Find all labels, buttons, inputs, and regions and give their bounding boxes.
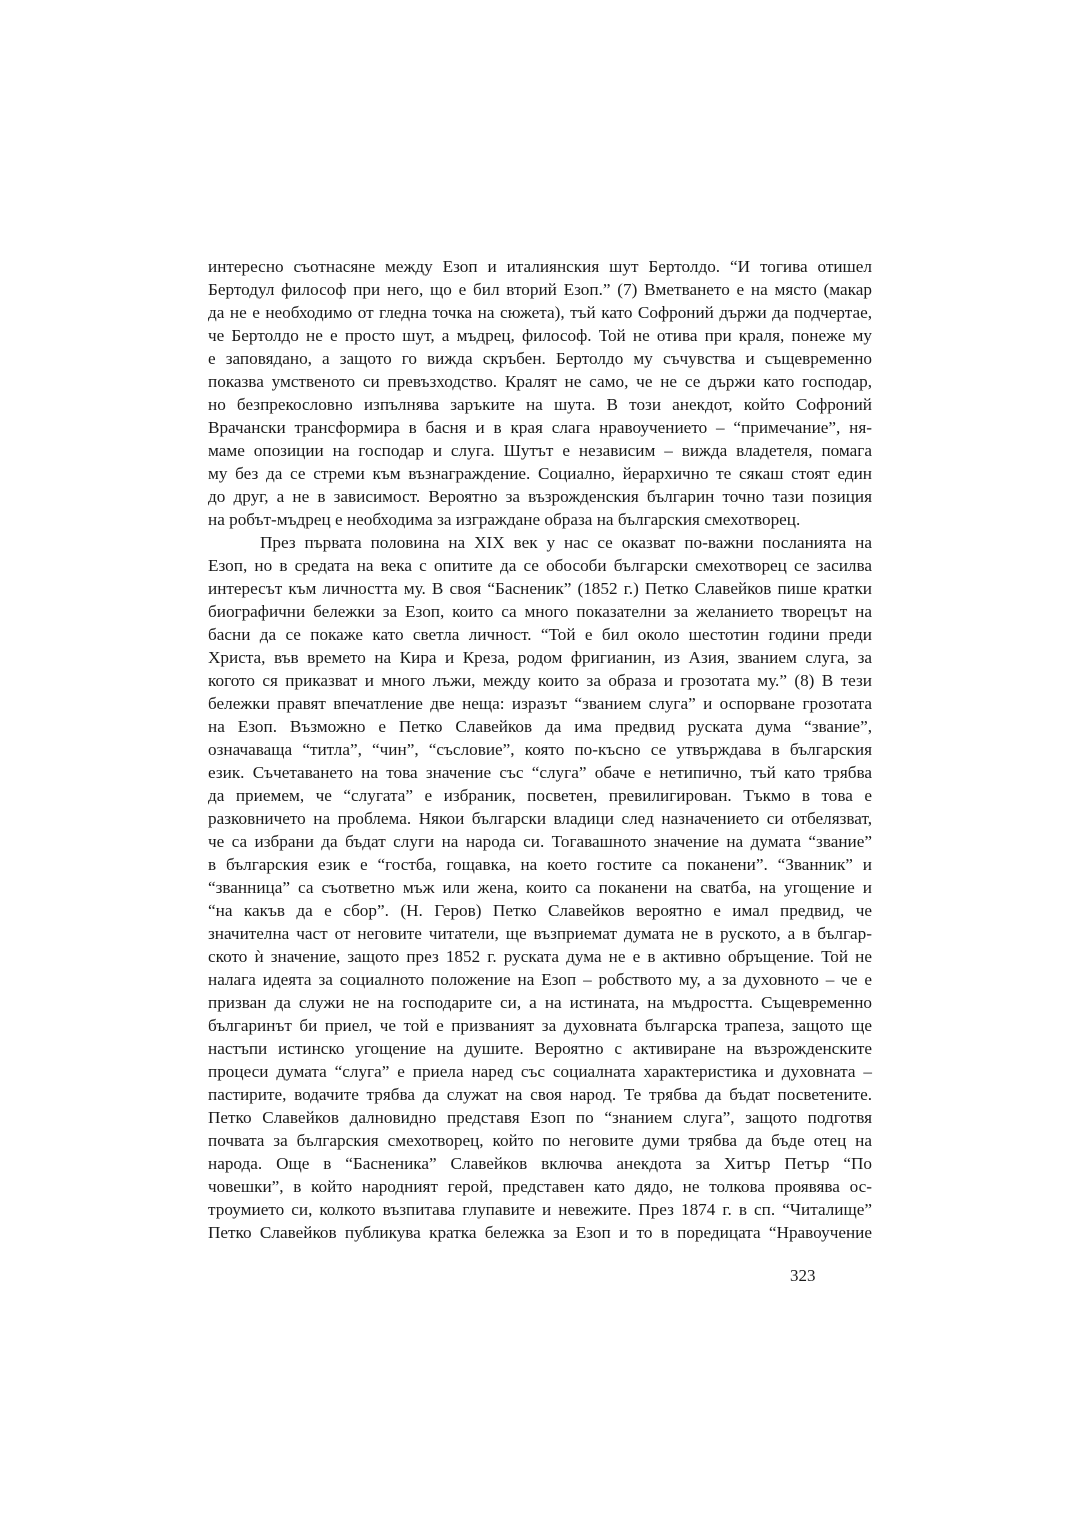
text-line: Бертодул философ при него, що е бил вторий Езоп.” (7) Вметването е на място (макар: [208, 280, 872, 299]
text-line: разковничето на проблема. Някои български владици след назначението си отбелязват,: [208, 809, 872, 828]
body-text: [208, 255, 872, 1244]
text-line: че са избрани да бъдат слуги на народа си. Тогавашното значение на думата “звание”: [208, 832, 872, 851]
text-line: троумието си, колкото възпитава глупавите и невежите. През 1874 г. в сп. “Читалище”: [208, 1200, 872, 1219]
text-line: призван да служи не на господарите си, а на истината, на мъдростта. Същевременно: [208, 993, 872, 1012]
text-line: пастирите, водачите трябва да служат на своя народ. Те трябва да бъдат посветените.: [208, 1085, 872, 1104]
text-line: е заповядано, а защото го вижда скръбен. Бертолдо му съчувства и същевременно: [208, 349, 872, 368]
text-line: интересно съотнасяне между Езоп и италиянския шут Бертолдо. “И тогива отишел: [208, 257, 872, 276]
text-line: почвата за българския смехотворец, който по неговите думи трябва да бъде отец на: [208, 1131, 872, 1150]
text-line: Врачански трансформира в басня и в края слага нравоучението – “примечание”, ня-: [208, 418, 872, 437]
text-line: басни да се покаже като светла личност. “Той е бил около шестотин години преди: [208, 625, 872, 644]
text-line: на Езоп. Възможно е Петко Славейков да има предвид руската дума “звание”,: [208, 717, 872, 736]
paragraph-start-line: През първата половина на XIX век у нас се оказват по-важни посланията на: [260, 533, 872, 552]
text-line: маме опозиции на господар и слуга. Шутът е независим – вижда владетеля, помага: [208, 441, 872, 460]
text-line: “на какъв да е сбор”. (Н. Геров) Петко Славейков вероятно е имал предвид, че: [208, 901, 872, 920]
text-line: биографични бележки за Езоп, които са много показателни за желанието творецът на: [208, 602, 872, 621]
text-line: когото ся приказват и много лъжи, между които за образа и грозотата му.” (8) В тези: [208, 671, 872, 690]
text-line: значителна част от неговите читатели, ще възприемат думата не в руското, а в българ-: [208, 924, 872, 943]
text-line: настъпи истинско угощение на душите. Вероятно с активиране на възрожденските: [208, 1039, 872, 1058]
text-line: ското ѝ значение, защото през 1852 г. руската дума не е в активно обръщение. Той не: [208, 947, 872, 966]
text-line: но безпрекословно изпълнява заръките на шута. В този анекдот, който Софроний: [208, 395, 872, 414]
paragraph-end-line: на робът-мъдрец е необходима за изграждане образа на българския смехотворец.: [208, 510, 801, 529]
text-line: налага идеята за социалното положение на Езоп – робството му, а за духовното – че е: [208, 970, 872, 989]
text-line: до друг, а не в зависимост. Вероятно за възрожденския българин точно тази позиция: [208, 487, 872, 506]
text-line: бележки правят впечатление две неща: изразът “званием слуга” и оспорване грозотата: [208, 694, 872, 713]
text-line: в българския език е “гостба, гощавка, на което гостите са поканени”. “Званник” и: [208, 855, 872, 874]
text-line: език. Съчетаването на това значение със “слуга” обаче е нетипично, тъй като трябва: [208, 763, 872, 782]
text-line: показва умственото си превъзходство. Кралят не само, че не се държи като господар,: [208, 372, 872, 391]
text-line: че Бертолдо не е просто шут, а мъдрец, философ. Той не отива при краля, понеже му: [208, 326, 872, 345]
text-line: човешки”, в който народният герой, представен като дядо, не толкова проявява ос-: [208, 1177, 872, 1196]
text-line: му без да се стреми към възнаграждение. Социално, йерархично те сякаш стоят един: [208, 464, 872, 483]
text-line: народа. Още в “Басненика” Славейков включва анекдота за Хитър Петър “По: [208, 1154, 872, 1173]
text-line: интересът към личността му. В своя “Басненик” (1852 г.) Петко Славейков пише кратки: [208, 579, 872, 598]
text-line: Христа, във времето на Кира и Креза, родом фригианин, из Азия, званием слуга, за: [208, 648, 872, 667]
text-line: да не е необходимо от гледна точка на сюжета), тъй като Софроний държи да подчертае,: [208, 303, 872, 322]
text-line: Петко Славейков публикува кратка бележка за Езоп и то в поредицата “Нравоучение: [208, 1223, 872, 1242]
text-line: означаваща “титла”, “чин”, “съсловие”, която по-късно се утвърждава в българския: [208, 740, 872, 759]
text-line: процеси думата “слуга” е приела наред със социалната характеристика и духовната –: [208, 1062, 872, 1081]
text-line: “званница” са съответно мъж или жена, които са поканени на сватба, на угощение и: [208, 878, 872, 897]
text-line: Езоп, но в средата на века с опитите да се обособи български смехотворец се засилва: [208, 556, 872, 575]
text-line: Петко Славейков далновидно представя Езоп по “знанием слуга”, защото подготвя: [208, 1108, 872, 1127]
page-number: 323: [790, 1266, 816, 1285]
text-line: българинът би приел, че той е призваният за духовната българска трапеза, защото ще: [208, 1016, 872, 1035]
text-line: да приемем, че “слугата” е избраник, посветен, превилигирован. Тъкмо в това е: [208, 786, 872, 805]
